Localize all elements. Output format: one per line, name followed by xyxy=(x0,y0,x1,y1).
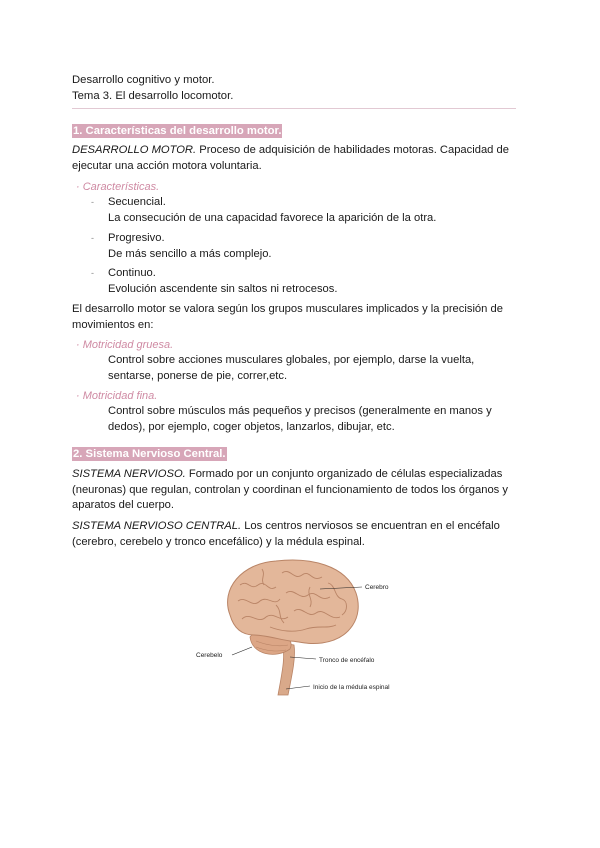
label-cerebelo: Cerebelo xyxy=(196,652,223,659)
definition-text: Formado por un conjunto organizado de células especializadas (neuronas) que regulan, controlan y coordinan el funcionamiento de todos los órganos y aparatos del cuerpo. xyxy=(72,468,508,511)
item-desc: Evolución ascendente sin saltos ni retrocesos. xyxy=(108,282,338,295)
header-divider xyxy=(72,108,516,109)
definition-desarrollo-motor xyxy=(72,143,522,174)
definition-snc xyxy=(72,519,522,550)
label-tronco: Tronco de encéfalo xyxy=(319,657,375,664)
evaluation-paragraph: El desarrollo motor se valora según los grupos musculares implicados y la precisión de movimientos en: xyxy=(72,303,503,331)
label-cerebro: Cerebro xyxy=(365,584,389,591)
bullet-dash: - xyxy=(91,268,94,278)
section-heading-2: 2. Sistema Nervioso Central. xyxy=(73,448,226,460)
item-desc: La consecución de una capacidad favorece la aparición de la otra. xyxy=(108,211,437,224)
brain-illustration xyxy=(228,560,359,695)
definition-text: Los centros nerviosos se encuentran en el encéfalo (cerebro, cerebelo y tronco encefálico) y la médula espinal. xyxy=(72,520,500,548)
motricidad-gruesa-heading: · Motricidad gruesa. xyxy=(76,339,174,351)
bullet-dash: - xyxy=(91,233,94,243)
definition-text: Proceso de adquisición de habilidades motoras. Capacidad de ejecutar una acción motora voluntaria. xyxy=(72,144,509,172)
item-title: Progresivo. xyxy=(108,232,165,244)
label-medula: Inicio de la médula espinal xyxy=(313,684,390,691)
motricidad-fina-heading: · Motricidad fina. xyxy=(76,390,158,402)
definition-sistema-nervioso xyxy=(72,467,522,514)
brain-diagram xyxy=(190,555,420,705)
section-heading-1: 1. Características del desarrollo motor. xyxy=(73,125,282,137)
bullet-dash: - xyxy=(91,197,94,207)
item-title: Continuo. xyxy=(108,267,156,279)
item-desc: De más sencillo a más complejo. xyxy=(108,247,272,260)
course-title: Desarrollo cognitivo y motor. xyxy=(72,74,215,86)
list-item xyxy=(108,195,436,226)
term-sistema-nervioso: SISTEMA NERVIOSO. xyxy=(72,468,186,480)
list-item xyxy=(108,266,337,297)
motricidad-gruesa-text: Control sobre acciones musculares globales, por ejemplo, darse la vuelta, sentarse, ponerse de pie, correr,etc. xyxy=(108,354,475,382)
list-item xyxy=(108,231,272,262)
term-desarrollo-motor: DESARROLLO MOTOR. xyxy=(72,144,197,156)
characteristics-heading: · Características. xyxy=(76,181,160,193)
item-title: Secuencial. xyxy=(108,196,166,208)
motricidad-fina-text: Control sobre músculos más pequeños y precisos (generalmente en manos y dedos), por ejemplo, coger objetos, lanzarlos, dibujar, etc. xyxy=(108,405,492,433)
topic-title: Tema 3. El desarrollo locomotor. xyxy=(72,90,234,102)
term-snc: SISTEMA NERVIOSO CENTRAL. xyxy=(72,520,242,532)
